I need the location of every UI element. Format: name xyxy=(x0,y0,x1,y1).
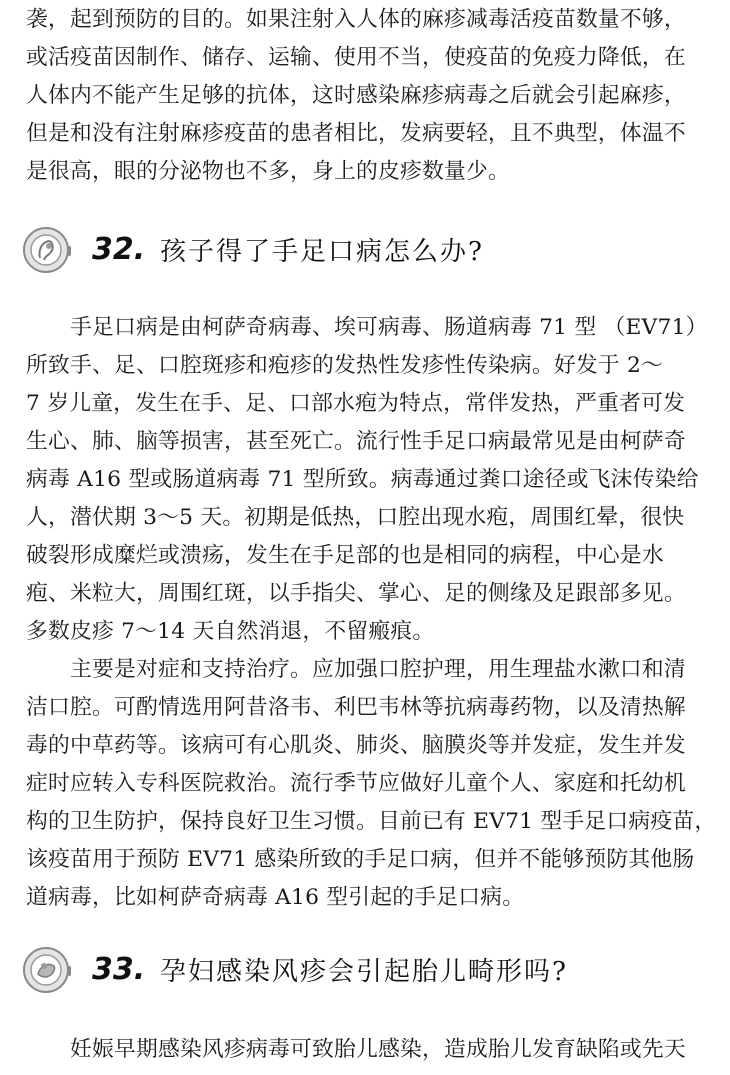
text-line: 构的卫生防护，保持良好卫生习惯。目前已有 EV71 型手足口病疫苗， xyxy=(26,809,717,834)
text-line: 但是和没有注射麻疹疫苗的患者相比，发病要轻，且不典型，体温不 xyxy=(26,121,686,146)
text-line: 主要是对症和支持治疗。应加强口腔护理，用生理盐水漱口和清 xyxy=(70,657,686,682)
section-badge-icon xyxy=(22,944,74,996)
text-line: 毒的中草药等。该病可有心肌炎、肺炎、脑膜炎等并发症，发生并发 xyxy=(26,733,686,758)
text-line: 症时应转入专科医院救治。流行季节应做好儿童个人、家庭和托幼机 xyxy=(26,771,686,796)
text-line: 所致手、足、口腔斑疹和疱疹的发热性发疹性传染病。好发于 2～ xyxy=(26,353,664,378)
text-line: 破裂形成糜烂或溃疡，发生在手足部的也是相同的病程，中心是水 xyxy=(26,543,664,568)
text-line: 道病毒，比如柯萨奇病毒 A16 型引起的手足口病。 xyxy=(26,885,525,910)
text-line: 袭，起到预防的目的。如果注射入人体的麻疹减毒活疫苗数量不够， xyxy=(26,7,686,32)
text-line: 是很高，眼的分泌物也不多，身上的皮疹数量少。 xyxy=(26,159,510,184)
text-line: 多数皮疹 7～14 天自然消退，不留瘢痕。 xyxy=(26,619,435,644)
section-number: 33. xyxy=(92,952,146,987)
text-line: 妊娠早期感染风疹病毒可致胎儿感染，造成胎儿发育缺陷或先天 xyxy=(70,1037,686,1062)
text-line: 该疫苗用于预防 EV71 感染所致的手足口病，但并不能够预防其他肠 xyxy=(26,847,695,872)
section-heading-32 xyxy=(22,224,712,280)
text-line: 人，潜伏期 3～5 天。初期是低热，口腔出现水疱，周围红晕，很快 xyxy=(26,505,685,530)
section-number: 32. xyxy=(92,232,146,267)
text-line: 病毒 A16 型或肠道病毒 71 型所致。病毒通过粪口途径或飞沫传染给 xyxy=(26,467,699,492)
section-title: 孩子得了手足口病怎么办? xyxy=(160,237,484,267)
text-line: 手足口病是由柯萨奇病毒、埃可病毒、肠道病毒 71 型 （EV71） xyxy=(70,315,708,340)
text-line: 7 岁儿童，发生在手、足、口部水疱为特点，常伴发热，严重者可发 xyxy=(26,391,686,416)
text-line: 疱、米粒大，周围红斑，以手指尖、掌心、足的侧缘及足跟部多见。 xyxy=(26,581,686,606)
text-line: 或活疫苗因制作、储存、运输、使用不当，使疫苗的免疫力降低，在 xyxy=(26,45,686,70)
text-line: 生心、肺、脑等损害，甚至死亡。流行性手足口病最常见是由柯萨奇 xyxy=(26,429,686,454)
text-line: 人体内不能产生足够的抗体，这时感染麻疹病毒之后就会引起麻疹， xyxy=(26,83,686,108)
section-badge-icon xyxy=(22,224,74,276)
section-heading-33 xyxy=(22,944,712,1000)
section-title: 孕妇感染风疹会引起胎儿畸形吗? xyxy=(160,957,568,987)
text-line: 洁口腔。可酌情选用阿昔洛韦、利巴韦林等抗病毒药物，以及清热解 xyxy=(26,695,686,720)
